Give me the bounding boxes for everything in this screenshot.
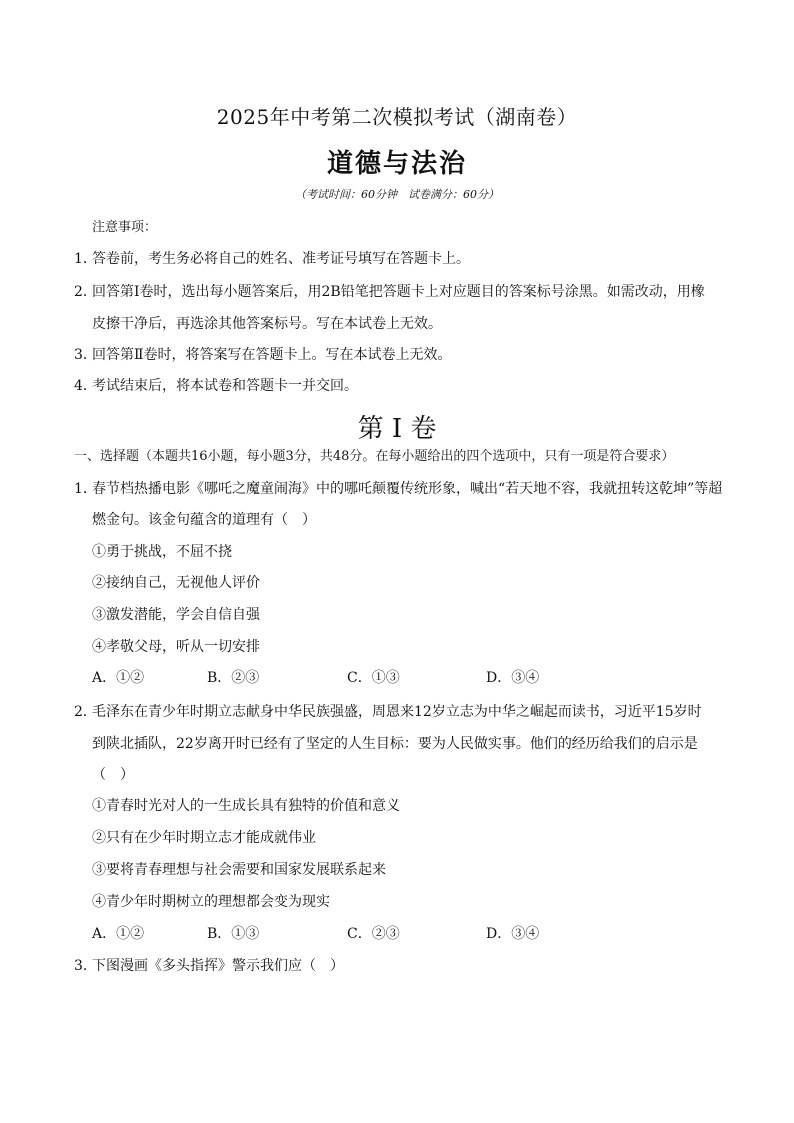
statement: ③激发潜能，学会自信自强 [92, 607, 260, 623]
section-description: 一、选择题（本题共16小题，每小题3分，共48分。在每小题给出的四个选项中，只有一项是符合要求） [74, 449, 675, 464]
answer-option[interactable]: B．②③ [207, 670, 260, 686]
section-title: 第 I 卷 [357, 414, 437, 444]
exam-info: （考试时间：60分钟 试卷满分：60分） [295, 188, 499, 201]
statement: ②只有在少年时期立志才能成就伟业 [92, 830, 316, 846]
statement: ④青少年时期树立的理想都会变为现实 [92, 894, 330, 910]
statement: ①勇于挑战，不屈不挠 [92, 544, 232, 560]
notice-item-text: 回答第Ⅱ卷时，将答案写在答题卡上。写在本试卷上无效。 [92, 347, 452, 363]
question-3 [74, 957, 344, 975]
question-stem: 春节档热播电影《哪吒之魔童闹海》中的哪吒颠覆传统形象，喊出“若天地不容，我就扭转这乾坤”等超 [92, 481, 723, 497]
answer-option[interactable]: D．③④ [486, 670, 540, 686]
notice-item [74, 346, 452, 364]
notice-item [74, 283, 705, 301]
notice-item-number: 4． [74, 378, 97, 394]
question-1 [74, 480, 722, 498]
question-number: 1． [74, 481, 97, 497]
question-stem-continuation: 到陕北插队，22岁离开时已经有了坚定的人生目标：要为人民做实事。他们的经历给我们的启示是 [92, 736, 698, 752]
answer-option[interactable]: D．③④ [486, 926, 540, 942]
notice-heading: 注意事项： [92, 220, 158, 235]
question-number: 3． [74, 958, 97, 974]
notice-item-text: 考试结束后，将本试卷和答题卡一并交回。 [92, 378, 358, 394]
notice-item [74, 377, 358, 395]
question-stem: 下图漫画《多头指挥》警示我们应（ ） [92, 958, 344, 974]
notice-item-text: 回答第Ⅰ卷时，选出每小题答案后，用2B铅笔把答题卡上对应题目的答案标号涂黑。如需改动，用橡 [92, 284, 705, 300]
answer-option[interactable]: A．①② [92, 670, 145, 686]
statement: ④孝敬父母，听从一切安排 [92, 639, 260, 655]
question-stem: 毛泽东在青少年时期立志献身中华民族强盛，周恩来12岁立志为中华之崛起而读书，习近平15岁时 [92, 704, 702, 720]
question-stem-continuation: 燃金句。该金句蕴含的道理有（ ） [92, 512, 316, 528]
subject-title: 道德与法治 [326, 149, 467, 179]
question-2 [74, 703, 702, 721]
notice-item-number: 1． [74, 251, 97, 267]
answer-option[interactable]: A．①② [92, 926, 145, 942]
notice-item [74, 250, 470, 268]
answer-option[interactable]: C．②③ [347, 926, 400, 942]
statement: ③要将青春理想与社会需要和国家发展联系起来 [92, 862, 386, 878]
statement: ②接纳自己，无视他人评价 [92, 575, 260, 591]
question-number: 2． [74, 704, 97, 720]
answer-option[interactable]: C．①③ [347, 670, 400, 686]
exam-title: 2025年中考第二次模拟考试（湖南卷） [216, 105, 578, 129]
question-stem-continuation: （ ） [92, 767, 134, 783]
notice-item-number: 3． [74, 347, 97, 363]
notice-item-continuation: 皮擦干净后，再选涂其他答案标号。写在本试卷上无效。 [92, 316, 442, 332]
notice-item-number: 2． [74, 284, 97, 300]
statement: ①青春时光对人的一生成长具有独特的价值和意义 [92, 798, 400, 814]
answer-option[interactable]: B．①③ [207, 926, 260, 942]
notice-item-text: 答卷前，考生务必将自己的姓名、准考证号填写在答题卡上。 [92, 251, 470, 267]
